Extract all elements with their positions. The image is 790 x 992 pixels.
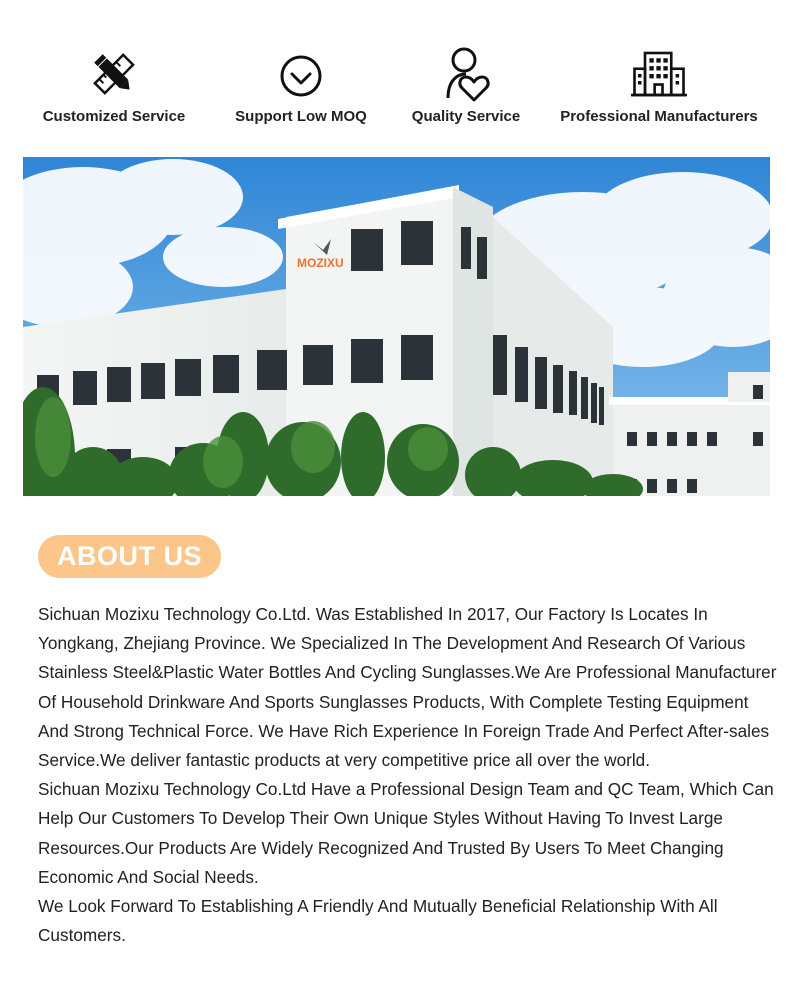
factory-building-icon	[631, 46, 687, 102]
feature-strip	[0, 40, 790, 140]
sign-text: MOZIXU	[297, 256, 344, 270]
about-us-text	[38, 600, 778, 950]
check-circle-icon	[273, 46, 329, 102]
about-paragraph: We Look Forward To Establishing A Friendly And Mutually Beneficial Relationship With All Customers.	[38, 896, 718, 946]
feature-label: Customized Service	[42, 108, 186, 125]
pencil-ruler-icon	[86, 46, 142, 102]
feature-label: Quality Service	[411, 108, 521, 125]
about-paragraph: Sichuan Mozixu Technology Co.Ltd Have a Professional Design Team and QC Team, Which Can Help Our Customers To Develop Their Own Unique Styles Without Having To Invest Large Resources.Our Products Are Widely Recognized And Trusted By Users To Meet Changing Economic And Social Needs.	[38, 779, 774, 887]
feature-label: Support Low MOQ	[235, 108, 367, 125]
about-paragraph: Sichuan Mozixu Technology Co.Ltd. Was Established In 2017, Our Factory Is Locates In Yongkang, Zhejiang Province. We Specialized In The Development And Research Of Various Stainless Steel&Plastic Water Bottles And Cycling Sunglasses.We Are Professional Manufacturer Of Household Drinkware And Sports Sunglasses Products, With Complete Testing Equipment And Strong Technical Force. We Have Rich Experience In Foreign Trade And Perfect After-sales Service.We deliver fantastic products at very competitive price all over the world.	[38, 604, 777, 771]
heart-person-icon	[438, 46, 494, 102]
factory-photo	[23, 157, 770, 496]
about-us-heading: ABOUT US	[38, 535, 221, 578]
feature-label: Professional Manufacturers	[560, 108, 758, 125]
